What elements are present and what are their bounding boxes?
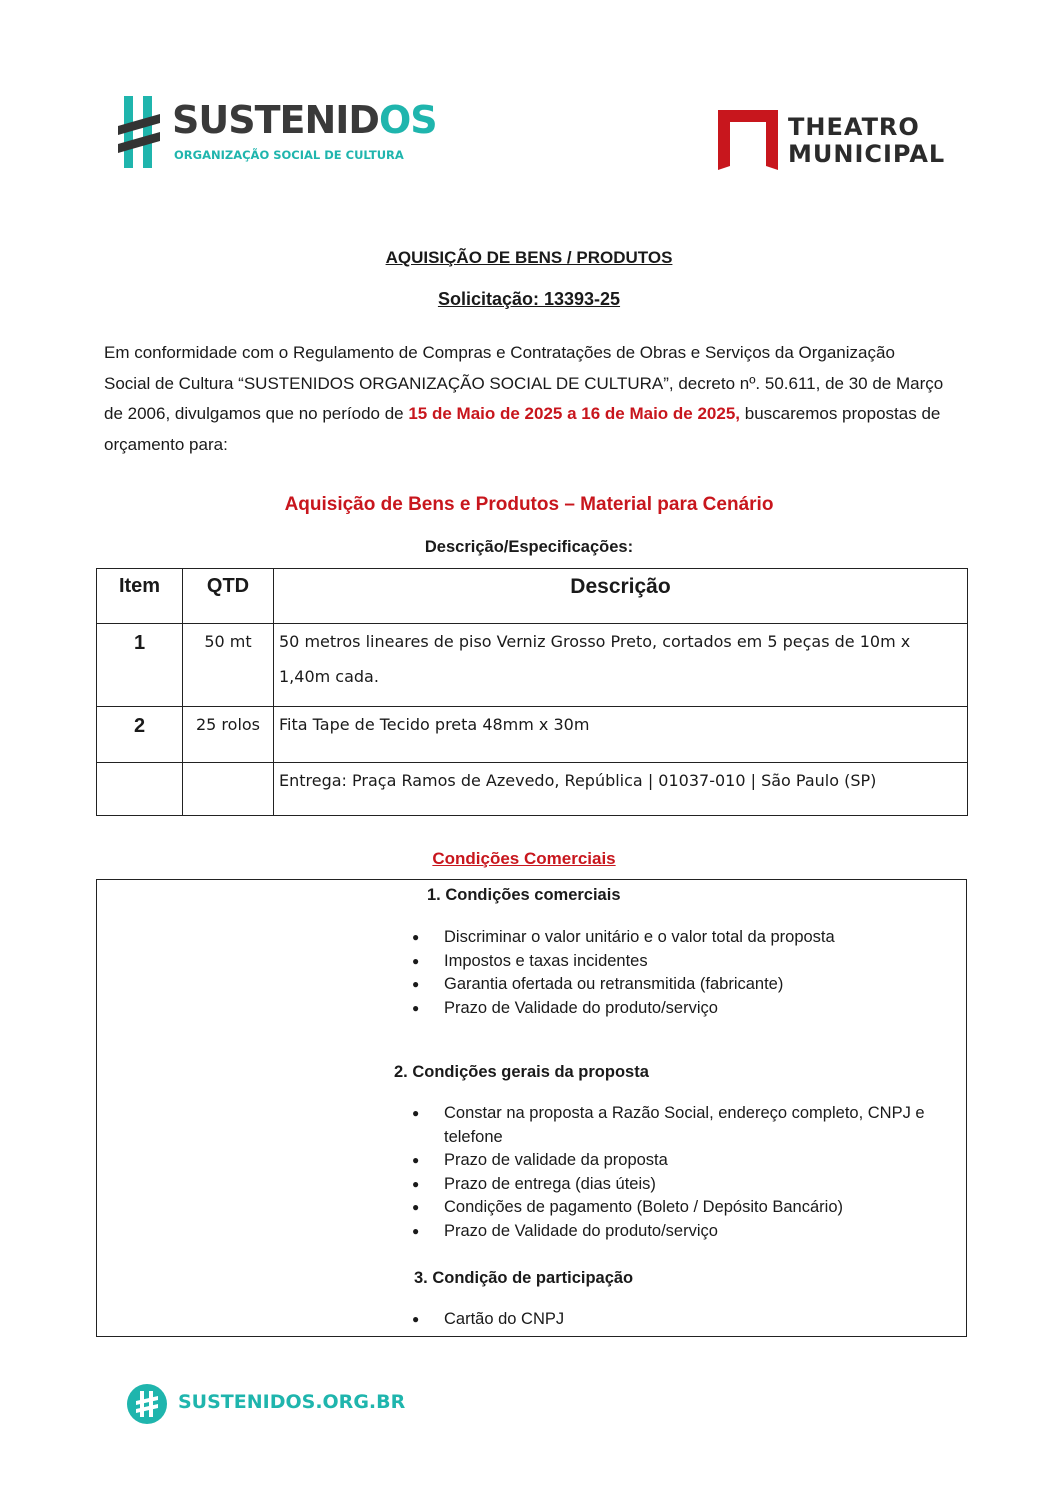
item-number: [97, 763, 183, 816]
col-header-qtd: QTD: [183, 569, 274, 624]
table-row: [97, 707, 968, 763]
delivery-address: Entrega: Praça Ramos de Azevedo, República | 01037-010 | São Paulo (SP): [274, 763, 968, 816]
item-description: 50 metros lineares de piso Verniz Grosso Preto, cortados em 5 peças de 10m x 1,40m cada.: [274, 624, 968, 707]
theatro-municipal-logo: [716, 108, 956, 174]
footer-logo: [126, 1383, 406, 1427]
request-number: Solicitação: 13393-25: [437, 289, 621, 309]
table-row: [97, 763, 968, 816]
conditions-list-1: [412, 926, 952, 1020]
col-header-description: Descrição: [274, 569, 968, 624]
list-item: ● Constar na proposta a Razão Social, endereço completo, CNPJ e telefone: [412, 1102, 962, 1149]
footer-url: SUSTENIDOS.ORG.BR: [178, 1391, 406, 1413]
hashtag-logo-icon: [116, 92, 166, 172]
list-item: ● Condições de pagamento (Boleto / Depósito Bancário): [412, 1196, 962, 1220]
list-item: ● Garantia ofertada ou retransmitida (fabricante): [412, 973, 952, 997]
spec-title: Descrição/Especificações:: [424, 538, 634, 556]
date-period: 15 de Maio de 2025 a 16 de Maio de 2025,: [408, 404, 741, 423]
col-header-item: Item: [97, 569, 183, 624]
item-description: Fita Tape de Tecido preta 48mm x 30m: [274, 707, 968, 763]
item-qty: [183, 763, 274, 816]
hashtag-circle-icon: [126, 1383, 168, 1425]
conditions-list-2: [412, 1102, 962, 1243]
intro-paragraph: Em conformidade com o Regulamento de Compras e Contratações de Obras e Serviços da Organização Social de Cultura “SUSTENIDOS ORGANIZAÇÃO SOCIAL DE CULTURA”, decreto nº. 50.611, de 30 de Março de 2006, divulgamos que no período de 15 de Maio de 2025 a 16 de Maio de 2025, buscaremos propostas de orçamento para:: [104, 343, 944, 454]
conditions-title: Condições Comerciais: [432, 849, 616, 868]
list-item: ● Prazo de Validade do produto/serviço: [412, 1220, 962, 1244]
theatro-wordmark: THEATRO MUNICIPAL: [788, 113, 946, 168]
list-item: ● Prazo de Validade do produto/serviço: [412, 997, 952, 1021]
theatro-arch-icon: [716, 108, 780, 172]
items-table: [96, 568, 968, 816]
table-header-row: [97, 569, 968, 624]
conditions-heading-2: 2. Condições gerais da proposta: [394, 1063, 649, 1081]
item-qty: 50 mt: [183, 624, 274, 707]
item-qty: 25 rolos: [183, 707, 274, 763]
list-item: ● Prazo de entrega (dias úteis): [412, 1173, 962, 1197]
section-title: Aquisição de Bens e Produtos – Material para Cenário: [284, 494, 774, 515]
table-row: [97, 624, 968, 707]
sustenidos-tagline: ORGANIZAÇÃO SOCIAL DE CULTURA: [174, 148, 404, 162]
item-number: 1: [97, 624, 183, 707]
conditions-heading-3: 3. Condição de participação: [414, 1269, 634, 1287]
item-number: 2: [97, 707, 183, 763]
list-item: ● Impostos e taxas incidentes: [412, 950, 952, 974]
conditions-box: [96, 879, 967, 1337]
conditions-heading-1: 1. Condições comerciais: [427, 886, 621, 904]
sustenidos-logo: [116, 92, 437, 172]
list-item: ● Prazo de validade da proposta: [412, 1149, 962, 1173]
list-item: ● Discriminar o valor unitário e o valor total da proposta: [412, 926, 952, 950]
sustenidos-wordmark: SUSTENIDOS: [172, 98, 437, 142]
conditions-list-3: [412, 1308, 952, 1332]
page-title: AQUISIÇÃO DE BENS / PRODUTOS: [385, 248, 673, 267]
list-item: ● Cartão do CNPJ: [412, 1308, 952, 1332]
